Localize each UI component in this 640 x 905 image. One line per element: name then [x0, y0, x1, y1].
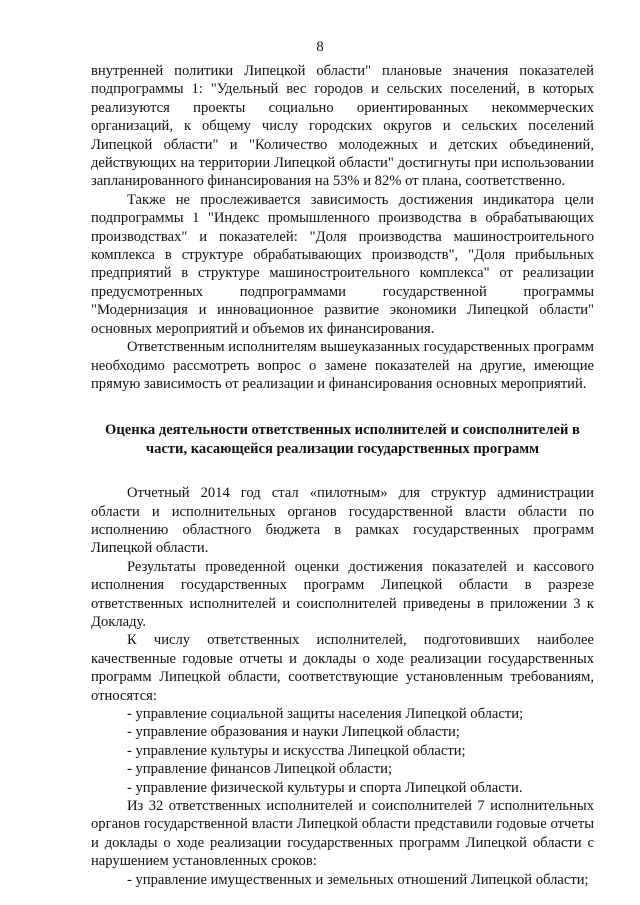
paragraph-continuation: внутренней политики Липецкой области" плановые значения показателей подпрограммы 1: "Удельный вес городов и сельских поселений, в которых реализуются проекты социально ориентированных некоммерческих организаций, к общему числу городских округов и сельских поселений Липецкой области" и "Количество молодежных и детских объединений, действующих на территории Липецкой области" достигнуты при использовании запланированного финансирования на 53% и 82% от плана, соответственно. [91, 63, 594, 190]
paragraph: Результаты проведенной оценки достижения показателей и кассового исполнения государственных программ Липецкой области в разрезе ответственных исполнителей и соисполнителей приведены в приложении 3 к Докладу. [91, 558, 594, 630]
paragraph: Из 32 ответственных исполнителей и соисполнителей 7 исполнительных органов государственной власти Липецкой области представили годовые отчеты и доклады о ходе реализации государственных программ Липецкой области с нарушением установленных сроков: [91, 798, 594, 870]
section-heading [91, 421, 594, 458]
section-heading-line: части, касающейся реализации государственных программ [145, 440, 540, 457]
list-item: - управление социальной защиты населения Липецкой области; [127, 706, 524, 722]
paragraph: Ответственным исполнителям вышеуказанных государственных программ необходимо рассмотреть вопрос о замене показателей на другие, имеющие прямую зависимость от реализации и финансирования основных мероприятий. [91, 339, 594, 392]
list-item: - управление образования и науки Липецкой области; [127, 724, 460, 741]
section-heading-line: Оценка деятельности ответственных исполнителей и соисполнителей в [105, 422, 580, 439]
list-responsible-executors [91, 705, 594, 797]
list-item: - управление имущественных и земельных отношений Липецкой области; [127, 871, 589, 888]
list-item: - управление физической культуры и спорта Липецкой области. [127, 779, 523, 796]
document-body [91, 62, 594, 889]
list-item: - управление финансов Липецкой области; [127, 761, 393, 778]
list-item: - управление культуры и искусства Липецкой области; [127, 742, 466, 759]
paragraph: Отчетный 2014 год стал «пилотным» для структур администрации области и исполнительных органов государственной власти области по исполнению областного бюджета в рамках государственных программ Липецкой области. [91, 485, 594, 557]
paragraph: К числу ответственных исполнителей, подготовивших наиболее качественные годовые отчеты и доклады о ходе реализации государственных программ Липецкой области, соответствующие установленным требованиям, относятся: [91, 632, 594, 704]
list-late-reports [91, 871, 594, 889]
paragraph: Также не прослеживается зависимость достижения индикатора цели подпрограммы 1 "Индекс промышленного производства в обрабатывающих производствах" и показателей: "Доля производства машиностроительного комплекса в структуре обрабатывающих производств", "Доля прибыльных предприятий в структуре машиностроительного комплекса" от реализации предусмотренных подпрограммами государственной программы "Модернизация и инновационное развитие экономики Липецкой области" основных мероприятий и объемов их финансирования. [91, 191, 594, 337]
page-number: 8 [316, 39, 324, 55]
